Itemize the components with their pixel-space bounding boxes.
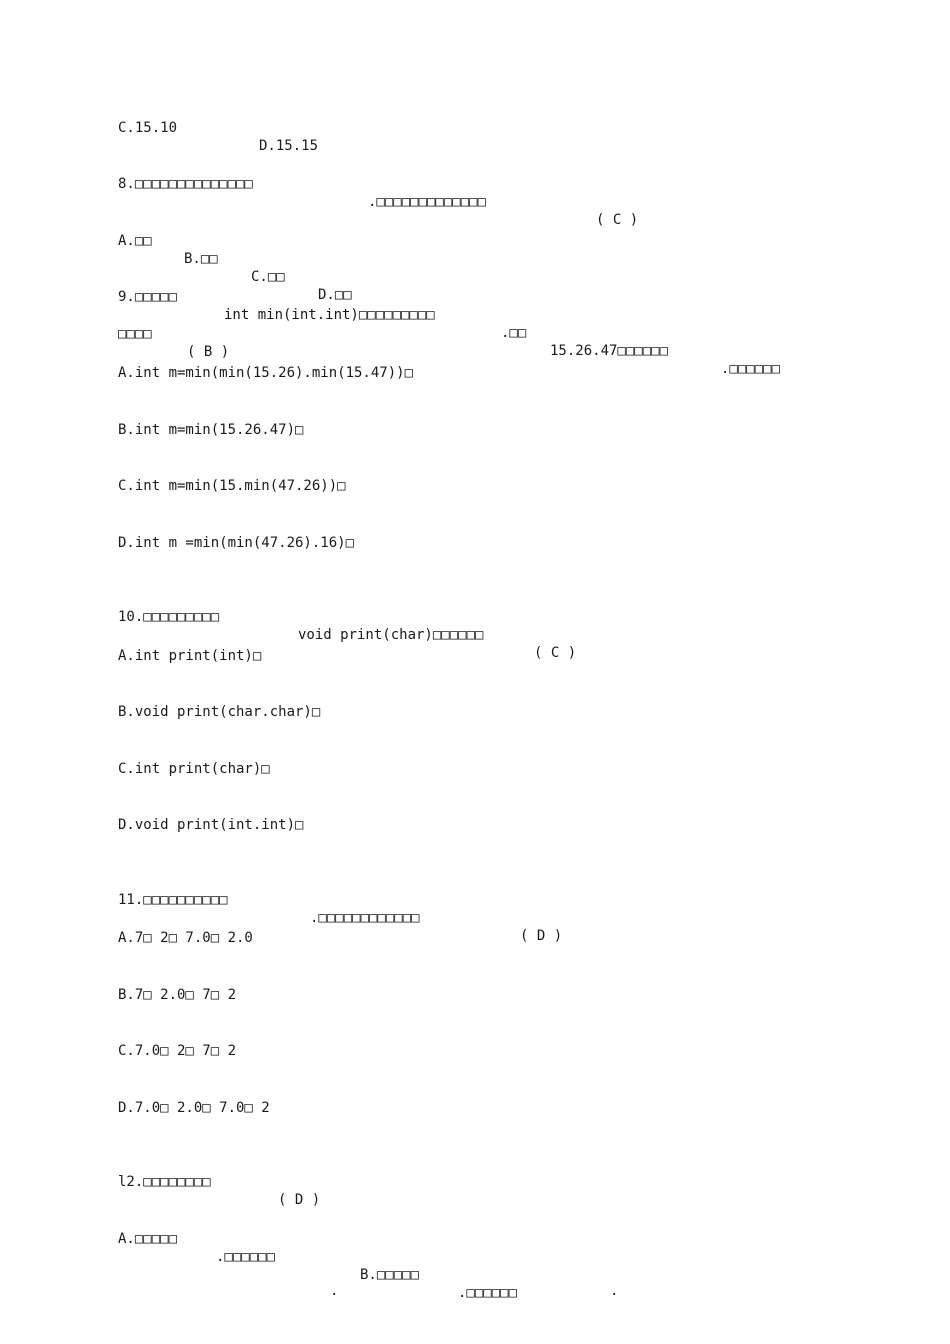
q10-option-a: A.int print(int)□ xyxy=(118,648,262,664)
answer-mark: ( B ) xyxy=(187,344,230,360)
q11-option-b: B.7□ 2.0□ 7□ 2 xyxy=(118,987,237,1003)
q10-option-c: C.int print(char)□ xyxy=(118,761,270,777)
option-a: A.□□□□□ xyxy=(118,1231,178,1247)
q10-option-b: B.void print(char.char)□ xyxy=(118,704,321,720)
question-text: 9.□□□□□ xyxy=(118,289,178,305)
option-d: D.□□ xyxy=(318,287,352,303)
answer-mark: ( D ) xyxy=(278,1192,321,1208)
footer-left-mark: . xyxy=(330,1283,339,1299)
question-text: □□□□ xyxy=(118,326,152,342)
option-b: B.□□□□□ xyxy=(360,1267,420,1283)
answer-mark: ( D ) xyxy=(520,928,563,944)
question-values: 15.26.47□□□□□□ xyxy=(550,343,669,359)
option-c: C.15.10 xyxy=(118,120,178,136)
option-a: A.□□ xyxy=(118,233,152,249)
question-code: int min(int.int)□□□□□□□□□ xyxy=(224,307,435,323)
question-text-end: .□□□□□□ xyxy=(721,361,781,377)
q9-option-d: D.int m =min(min(47.26).16)□ xyxy=(118,535,355,551)
q9-option-c: C.int m=min(15.min(47.26))□ xyxy=(118,478,346,494)
question-text: 8.□□□□□□□□□□□□□□ xyxy=(118,176,253,192)
option-c: C.□□ xyxy=(251,269,285,285)
question-text-cont: .□□□□□□□□□□□□ xyxy=(310,910,420,926)
footer-right-mark: . xyxy=(610,1283,619,1299)
question-text: 10.□□□□□□□□□ xyxy=(118,609,220,625)
q11-option-a: A.7□ 2□ 7.0□ 2.0 xyxy=(118,930,253,946)
q11-option-c: C.7.0□ 2□ 7□ 2 xyxy=(118,1043,237,1059)
answer-mark: ( C ) xyxy=(534,645,577,661)
option-b-cont: .□□□□□□ xyxy=(458,1285,518,1301)
option-a-cont: .□□□□□□ xyxy=(216,1249,276,1265)
q10-option-d: D.void print(int.int)□ xyxy=(118,817,304,833)
q9-option-b: B.int m=min(15.26.47)□ xyxy=(118,422,304,438)
q9-option-a: A.int m=min(min(15.26).min(15.47))□ xyxy=(118,365,414,381)
question-text-cont: .□□ xyxy=(501,325,527,341)
q12-options-ab xyxy=(118,1212,518,1320)
question-text: 11.□□□□□□□□□□ xyxy=(118,892,228,908)
answer-mark: ( C ) xyxy=(596,212,639,228)
option-b: B.□□ xyxy=(184,251,218,267)
question-code: void print(char)□□□□□□ xyxy=(298,627,484,643)
option-d: D.15.15 xyxy=(259,138,319,154)
question-text: l2.□□□□□□□□ xyxy=(118,1174,211,1190)
question-text-cont: .□□□□□□□□□□□□□ xyxy=(368,194,487,210)
q11-option-d: D.7.0□ 2.0□ 7.0□ 2 xyxy=(118,1100,270,1116)
